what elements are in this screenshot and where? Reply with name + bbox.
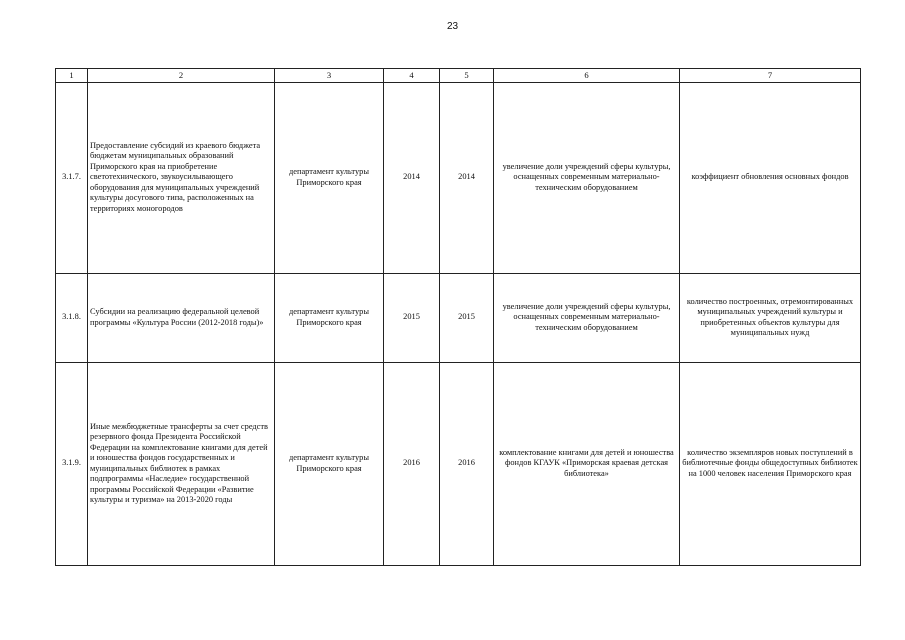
item-executor: департамент культуры Приморского края — [275, 273, 384, 362]
item-end-year: 2016 — [440, 362, 494, 565]
item-start-year: 2016 — [384, 362, 440, 565]
column-header-6: 6 — [494, 69, 680, 83]
item-executor: департамент культуры Приморского края — [275, 362, 384, 565]
table-row — [56, 362, 861, 565]
column-header-3: 3 — [275, 69, 384, 83]
item-indicator: количество экземпляров новых поступлений в библиотечные фонды общедоступных библиотек на 1000 человек населения Приморского края — [680, 362, 861, 565]
column-header-5: 5 — [440, 69, 494, 83]
item-result: комплектование книгами для детей и юношества фондов КГАУК «Приморская краевая детская библиотека» — [494, 362, 680, 565]
item-number: 3.1.9. — [56, 362, 88, 565]
item-result: увеличение доли учреждений сферы культуры, оснащенных современным материально-техническим оборудованием — [494, 82, 680, 273]
program-table — [55, 68, 861, 566]
column-header-2: 2 — [88, 69, 275, 83]
item-number: 3.1.7. — [56, 82, 88, 273]
page-number: 23 — [446, 21, 459, 32]
header-row — [56, 69, 861, 83]
item-indicator: количество построенных, отремонтированных муниципальных учреждений культуры и приобретенных объектов культуры для муниципальных нужд — [680, 273, 861, 362]
item-start-year: 2015 — [384, 273, 440, 362]
item-executor: департамент культуры Приморского края — [275, 82, 384, 273]
item-end-year: 2015 — [440, 273, 494, 362]
table-row — [56, 273, 861, 362]
item-number: 3.1.8. — [56, 273, 88, 362]
item-start-year: 2014 — [384, 82, 440, 273]
column-header-1: 1 — [56, 69, 88, 83]
item-description: Субсидии на реализацию федеральной целевой программы «Культура России (2012-2018 годы)» — [88, 273, 275, 362]
item-description: Иные межбюджетные трансферты за счет средств резервного фонда Президента Российской Федерации на комплектование книгами для детей и юношества фондов государственных и муниципальных библиотек в рамках подпрограммы «Наследие» государственной программы Российской Федерации «Развитие культуры и туризма» на 2013-2020 годы — [88, 362, 275, 565]
column-header-7: 7 — [680, 69, 861, 83]
column-header-4: 4 — [384, 69, 440, 83]
item-end-year: 2014 — [440, 82, 494, 273]
item-indicator: коэффициент обновления основных фондов — [680, 82, 861, 273]
item-result: увеличение доли учреждений сферы культуры, оснащенных современным материально-техническим оборудованием — [494, 273, 680, 362]
item-description: Предоставление субсидий из краевого бюджета бюджетам муниципальных образований Приморского края на приобретение светотехнического, звукоусилывающего оборудования для муниципальных учреждений культуры досугового типа, расположенных на территориях моногородов — [88, 82, 275, 273]
table-row — [56, 82, 861, 273]
